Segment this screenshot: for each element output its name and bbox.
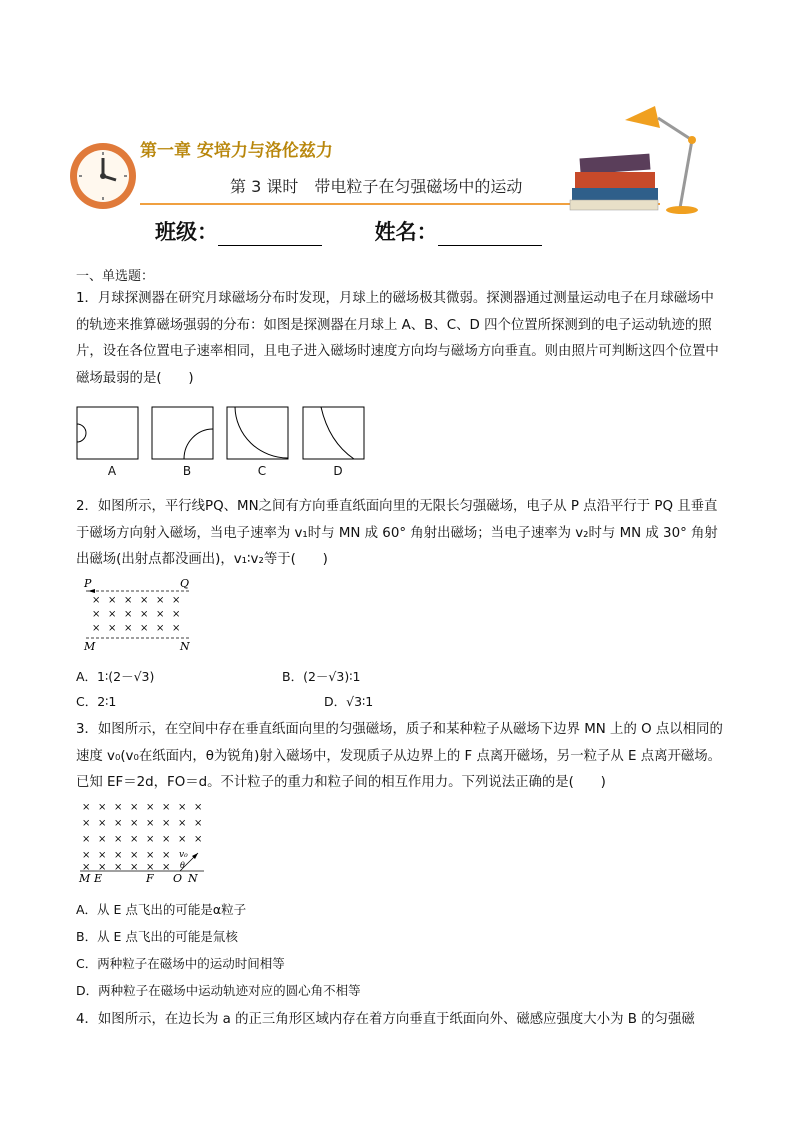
svg-text:×: × <box>146 834 155 845</box>
svg-text:×: × <box>162 834 171 845</box>
q3-option-d[interactable]: D．两种粒子在磁场中运动轨迹对应的圆心角不相等 <box>76 983 361 998</box>
label-v0: v₀ <box>179 850 188 860</box>
svg-text:×: × <box>124 623 133 634</box>
svg-text:×: × <box>108 609 117 620</box>
svg-text:×: × <box>162 850 171 861</box>
label-m: M <box>79 872 91 885</box>
svg-text:×: × <box>172 595 181 606</box>
svg-text:×: × <box>82 850 91 861</box>
clock-icon <box>70 143 136 209</box>
svg-text:×: × <box>162 818 171 829</box>
svg-text:×: × <box>98 834 107 845</box>
svg-text:×: × <box>140 595 149 606</box>
svg-text:×: × <box>162 802 171 813</box>
q1-label-d: D <box>333 464 343 478</box>
svg-text:×: × <box>156 623 165 634</box>
chapter-title: 第一章 安培力与洛伦兹力 <box>140 141 333 161</box>
svg-text:×: × <box>172 609 181 620</box>
svg-text:×: × <box>130 850 139 861</box>
label-n: N <box>188 872 198 885</box>
svg-text:×: × <box>98 818 107 829</box>
svg-text:×: × <box>178 818 187 829</box>
q2-option-d[interactable]: D．√3∶1 <box>324 694 374 709</box>
section-title: 一、单选题： <box>76 269 155 284</box>
svg-text:×: × <box>82 862 91 873</box>
lesson-title: 第 3 课时 带电粒子在匀强磁场中的运动 <box>230 177 523 196</box>
svg-text:×: × <box>124 595 133 606</box>
q1-label-a: A <box>107 464 117 478</box>
label-q: Q <box>180 577 190 590</box>
svg-text:×: × <box>124 609 133 620</box>
svg-text:×: × <box>194 802 203 813</box>
class-label: 班级： <box>155 219 218 244</box>
svg-text:×: × <box>98 802 107 813</box>
svg-text:×: × <box>130 802 139 813</box>
question-3-text: 3．如图所示，在空间中存在垂直纸面向里的匀强磁场，质子和某种粒子从磁场下边界 MN 上的 O 点以相同的速度 v₀(v₀在纸面内，θ为锐角)射入磁场中，发现质子从边界上的 F 点离开磁场，另一粒子从 E 点离开磁场。已知 EF＝2d，FO＝d。不计粒子的重力和粒子间的相互作用力。下列说法正确的是( ) <box>76 722 723 790</box>
svg-text:×: × <box>108 595 117 606</box>
svg-text:×: × <box>82 802 91 813</box>
svg-text:×: × <box>130 834 139 845</box>
svg-text:×: × <box>178 834 187 845</box>
svg-text:×: × <box>98 862 107 873</box>
svg-text:×: × <box>114 850 123 861</box>
svg-text:×: × <box>140 609 149 620</box>
question-1-text: 1．月球探测器在研究月球磁场分布时发现，月球上的磁场极其微弱。探测器通过测量运动电子在月球磁场中的轨迹来推算磁场强弱的分布：如图是探测器在月球上 A、B、C、D 四个位置所探测到的电子运动轨迹的照片，设在各位置电子速率相同，且电子进入磁场时速度方向均与磁场方向垂直。则由照片可判断这四个位置中磁场最弱的是( ) <box>76 291 719 386</box>
svg-text:×: × <box>82 834 91 845</box>
svg-text:×: × <box>114 818 123 829</box>
q3-option-a[interactable]: A．从 E 点飞出的可能是α粒子 <box>76 902 247 917</box>
svg-text:×: × <box>114 834 123 845</box>
svg-text:×: × <box>82 818 91 829</box>
svg-text:×: × <box>108 623 117 634</box>
svg-text:×: × <box>130 818 139 829</box>
svg-text:×: × <box>114 862 123 873</box>
svg-text:×: × <box>156 609 165 620</box>
svg-text:×: × <box>172 623 181 634</box>
q3-option-b[interactable]: B．从 E 点飞出的可能是氚核 <box>76 929 238 944</box>
question-4-text: 4．如图所示，在边长为 a 的正三角形区域内存在着方向垂直于纸面向外、磁感应强度大小为 B 的匀强磁 <box>76 1012 695 1027</box>
label-theta: θ <box>180 861 185 870</box>
class-name-line <box>155 216 542 246</box>
svg-text:×: × <box>194 818 203 829</box>
svg-text:×: × <box>92 595 101 606</box>
q2-option-c[interactable]: C．2∶1 <box>76 694 117 709</box>
svg-text:×: × <box>146 850 155 861</box>
svg-text:×: × <box>162 862 171 873</box>
svg-text:×: × <box>146 862 155 873</box>
q1-label-b: B <box>182 464 192 478</box>
class-blank[interactable] <box>218 227 322 246</box>
question-1-figure <box>76 406 368 460</box>
svg-text:×: × <box>92 609 101 620</box>
q2-option-a[interactable]: A．1∶(2－√3) <box>76 669 155 684</box>
label-n: N <box>180 640 190 653</box>
q2-option-b[interactable]: B．(2－√3)∶1 <box>282 669 361 684</box>
svg-text:×: × <box>98 850 107 861</box>
svg-text:×: × <box>114 802 123 813</box>
question-3-figure <box>76 798 216 886</box>
svg-text:×: × <box>130 862 139 873</box>
svg-text:×: × <box>194 834 203 845</box>
name-label: 姓名： <box>374 219 438 244</box>
svg-text:×: × <box>156 595 165 606</box>
books-icon <box>570 154 658 210</box>
label-e: E <box>94 872 103 885</box>
q1-label-c: C <box>257 464 267 478</box>
question-2-figure <box>80 574 200 654</box>
svg-text:×: × <box>146 802 155 813</box>
svg-text:×: × <box>92 623 101 634</box>
label-f: F <box>146 872 154 885</box>
label-o: O <box>173 872 183 885</box>
q3-option-c[interactable]: C．两种粒子在磁场中的运动时间相等 <box>76 956 285 971</box>
label-p: P <box>84 577 92 590</box>
svg-text:×: × <box>140 623 149 634</box>
question-2-text: 2．如图所示，平行线PQ、MN之间有方向垂直纸面向里的无限长匀强磁场，电子从 P 点沿平行于 PQ 且垂直于磁场方向射入磁场，当电子速率为 v₁时与 MN 成 60° 角射出磁场；当电子速率为 v₂时与 MN 成 30° 角射出磁场(出射点都没画出)，v₁∶v₂等于( ) <box>76 499 718 567</box>
svg-text:×: × <box>178 802 187 813</box>
svg-text:×: × <box>146 818 155 829</box>
name-blank[interactable] <box>438 227 542 246</box>
label-m: M <box>84 640 96 653</box>
